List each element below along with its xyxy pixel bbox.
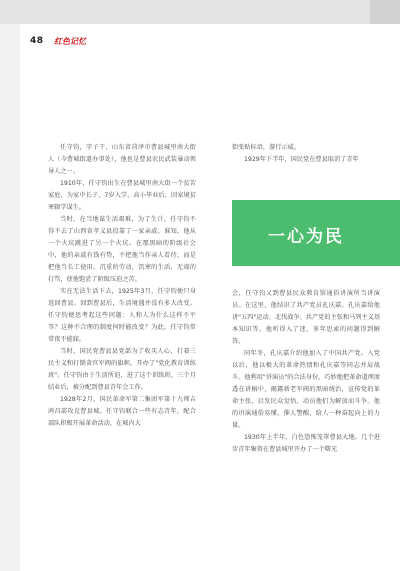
paragraph: 街张贴标语，游行示威。 <box>232 144 301 151</box>
left-column <box>48 142 196 430</box>
right-column-bottom <box>232 288 380 456</box>
banner-title: 一心为民 <box>268 227 344 247</box>
paragraph: 1929年下半年，国民党在曹县取消了青年 <box>244 156 359 163</box>
section-name: 红色记忆 <box>54 37 86 46</box>
paragraph: 会，任守钧又到曹县民众教育馆通俗讲演所当讲演员。在这里，他结识了共产党员孔庆嘉。孔庆嘉给他讲"五四"运动、北伐战争、共产党的主张和马列主义基本知识等，他听得入了迷，多年思索的问题得到解答。 <box>232 290 381 345</box>
header-corner-tab <box>370 0 400 24</box>
left-margin-strip <box>0 24 20 571</box>
page-number: 48 <box>30 36 44 46</box>
paragraph: 当时，在当地谋生活艰难，为了生计，任守钧不得不去了山西省孝义县投靠了一家亲戚。谁知，他从一个火坑跳进了另一个火坑。在那黑暗的阶级社会中，他的亲戚有钱有势，不把他当作亲人看待，而是把他当长工使用。沉重的劳动，饥寒的生活，无端的打骂，使他饱尝了阶级压迫之苦。 <box>48 216 196 283</box>
top-header-bar <box>0 0 400 24</box>
section-banner <box>232 200 400 266</box>
right-column-top <box>232 142 380 166</box>
paragraph: 实在无法生活下去，1925年3月，任守钧便只身返回曹县。回到曹县后，生活境遇并没有多大改变。任守钧便思考起这些问题：人和人为什么这样不平等？这种不合理的制度何时能改变？为此，任守钧常常夜不能寐。 <box>48 288 196 343</box>
paragraph: 当时，国民党曹县县党部为了收买人心，打着三民主义和打倒贪官军阀的旗帜，开办了"党化教育训练班"。任守钧由于生活所迫，进了这个训练班，三个月结业后，被分配到曹县青年会工作。 <box>48 348 196 391</box>
paragraph: 1910年，任守钧出生在曹县城里南大街一个贫苦家庭，为家中长子，7岁入学，高小毕业后，因家境贫寒辍学谋生。 <box>48 180 196 211</box>
paragraph: 同年冬，孔庆嘉介绍他加入了中国共产党。入党以后，他以极大的革命热情和孔庆嘉等同志并肩战斗。他利用"讲演员"的合法身份，巧妙地把革命道理渗透在讲稿中，揭露新老军阀的黑暗统治，宣传党的革命主张，启发民众觉悟，动员他们为解放而斗争。他的讲演通俗易懂，催人警醒，给人一种奋起向上的力量。 <box>232 350 381 429</box>
paragraph: 1930年上半年，白色恐怖笼罩曹县大地。几个进步青年集资在曹县城里开办了一个曙光 <box>232 434 380 453</box>
paragraph: 任守钧，字子干，山东省菏泽市曹县城里南大街人（今曹城街道办事处），他也是曹县农民武装暴动领导人之一。 <box>48 144 196 175</box>
paragraph: 1928年2月，国民革命军第二集团军第十九师吉鸿昌部攻克曹县城。任守钧联合一些有志青年，配合部队积极开展革命活动，在城内大 <box>48 396 196 427</box>
